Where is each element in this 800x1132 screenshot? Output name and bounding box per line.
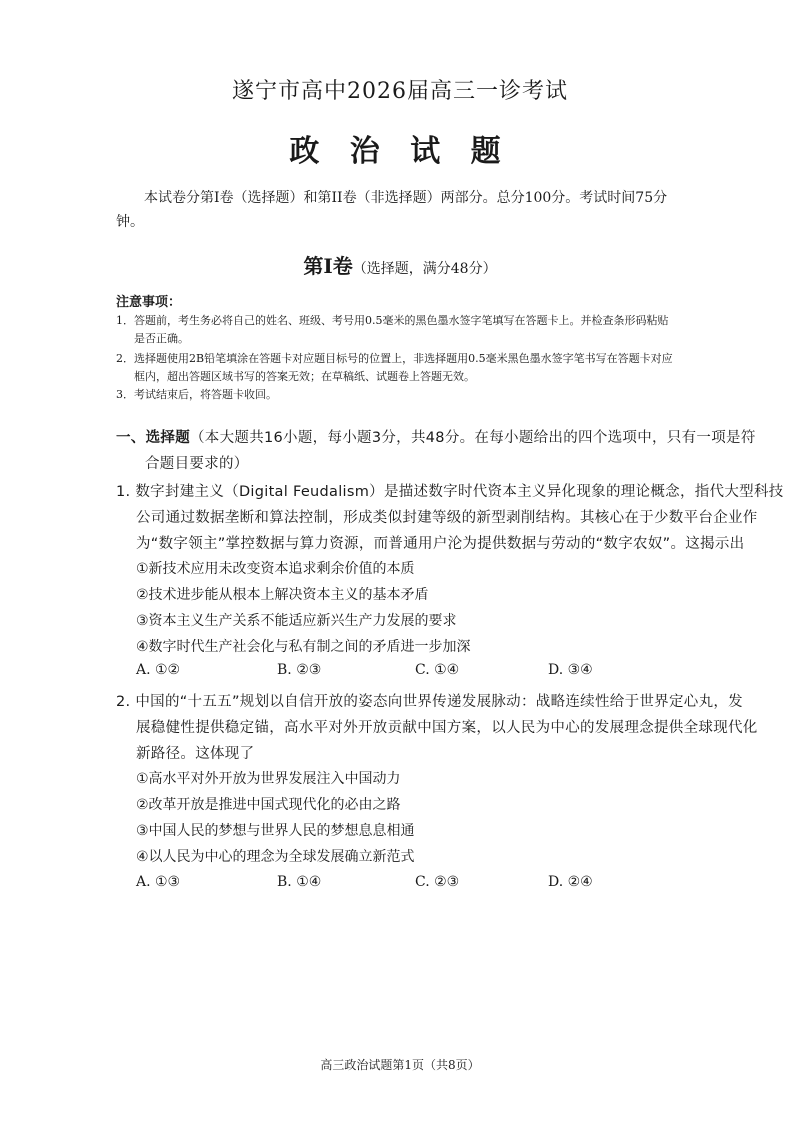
question-1-option: ③资本主义生产关系不能适应新兴生产力发展的要求 bbox=[136, 613, 457, 629]
question-1-answer-b: B. ②③ bbox=[277, 662, 322, 678]
question-2-stem: 2. 中国的“十五五”规划以自信开放的姿态向世界传递发展脉动：战略连续性给于世界定心丸，发 bbox=[116, 694, 743, 710]
question-2-option: ④以人民为中心的理念为全球发展确立新范式 bbox=[136, 849, 415, 865]
question-2-answer-b: B. ①④ bbox=[277, 874, 322, 890]
question-2-option: ②改革开放是推进中国式现代化的必由之路 bbox=[136, 797, 401, 813]
page-title: 政 治 试 题 bbox=[289, 134, 511, 169]
question-1-answer-a: A. ①② bbox=[136, 662, 181, 678]
question-1-option: ①新技术应用未改变资本追求剩余价值的本质 bbox=[136, 561, 415, 577]
question-2-option: ①高水平对外开放为世界发展注入中国动力 bbox=[136, 771, 401, 787]
question-2-stem: 新路径。这体现了 bbox=[136, 746, 255, 762]
question-2-answer-d: D. ②④ bbox=[548, 874, 593, 890]
section-title bbox=[0, 250, 800, 279]
question-1-option: ④数字时代生产社会化与私有制之间的矛盾进一步加深 bbox=[136, 639, 471, 655]
page-footer: 高三政治试题第1页（共8页） bbox=[320, 1058, 480, 1072]
exam-intro: 本试卷分第Ⅰ卷（选择题）和第II卷（非选择题）两部分。总分100分。考试时间75分钟。 bbox=[116, 190, 668, 230]
exam-title: 遂宁市高中2026届高三一诊考试 bbox=[232, 79, 568, 104]
part-heading bbox=[116, 426, 756, 447]
notice-item: 3．考试结束后，将答题卡收回。 bbox=[116, 388, 277, 401]
notice-item: 是否正确。 bbox=[134, 332, 189, 345]
question-1-answer-c: C. ①④ bbox=[415, 662, 460, 678]
question-2-stem: 展稳健性提供稳定锚，高水平对外开放贡献中国方案，以人民为中心的发展理念提供全球现代化 bbox=[136, 720, 758, 736]
section-title-sub: （选择题，满分48分） bbox=[352, 261, 497, 277]
section-title-main: 第Ⅰ卷 bbox=[303, 254, 353, 278]
question-1-answer-d: D. ③④ bbox=[548, 662, 593, 678]
question-2-option: ③中国人民的梦想与世界人民的梦想息息相通 bbox=[136, 823, 415, 839]
notice-item: 1．答题前，考生务必将自己的姓名、班级、考号用0.5毫米的黑色墨水签字笔填写在答题卡上。并检查条形码粘贴 bbox=[116, 314, 669, 327]
part-heading-desc-cont: 合题目要求的） bbox=[145, 456, 249, 472]
notice-item: 框内，超出答题区域书写的答案无效；在草稿纸、试题卷上答题无效。 bbox=[134, 370, 475, 383]
question-2-answer-c: C. ②③ bbox=[415, 874, 460, 890]
question-2-answer-a: A. ①③ bbox=[136, 874, 181, 890]
question-1-stem: 1. 数字封建主义（Digital Feudalism）是描述数字时代资本主义异化现象的理论概念，指代大型科技 bbox=[116, 484, 784, 500]
question-1-option: ②技术进步能从根本上解决资本主义的基本矛盾 bbox=[136, 587, 429, 603]
question-1-stem: 为“数字领主”掌控数据与算力资源，而普通用户沦为提供数据与劳动的“数字农奴”。这揭示出 bbox=[136, 536, 745, 552]
notice-item: 2．选择题使用2B铅笔填涂在答题卡对应题目标号的位置上，非选择题用0.5毫米黑色墨水签字笔书写在答题卡对应 bbox=[116, 352, 673, 365]
notice-heading: 注意事项： bbox=[116, 295, 182, 310]
question-1-stem: 公司通过数据垄断和算法控制，形成类似封建等级的新型剥削结构。其核心在于少数平台企业作 bbox=[136, 510, 758, 526]
part-heading-label: 一、选择题 bbox=[116, 430, 190, 446]
part-heading-desc: （本大题共16小题，每小题3分，共48分。在每小题给出的四个选项中，只有一项是符 bbox=[190, 430, 756, 446]
